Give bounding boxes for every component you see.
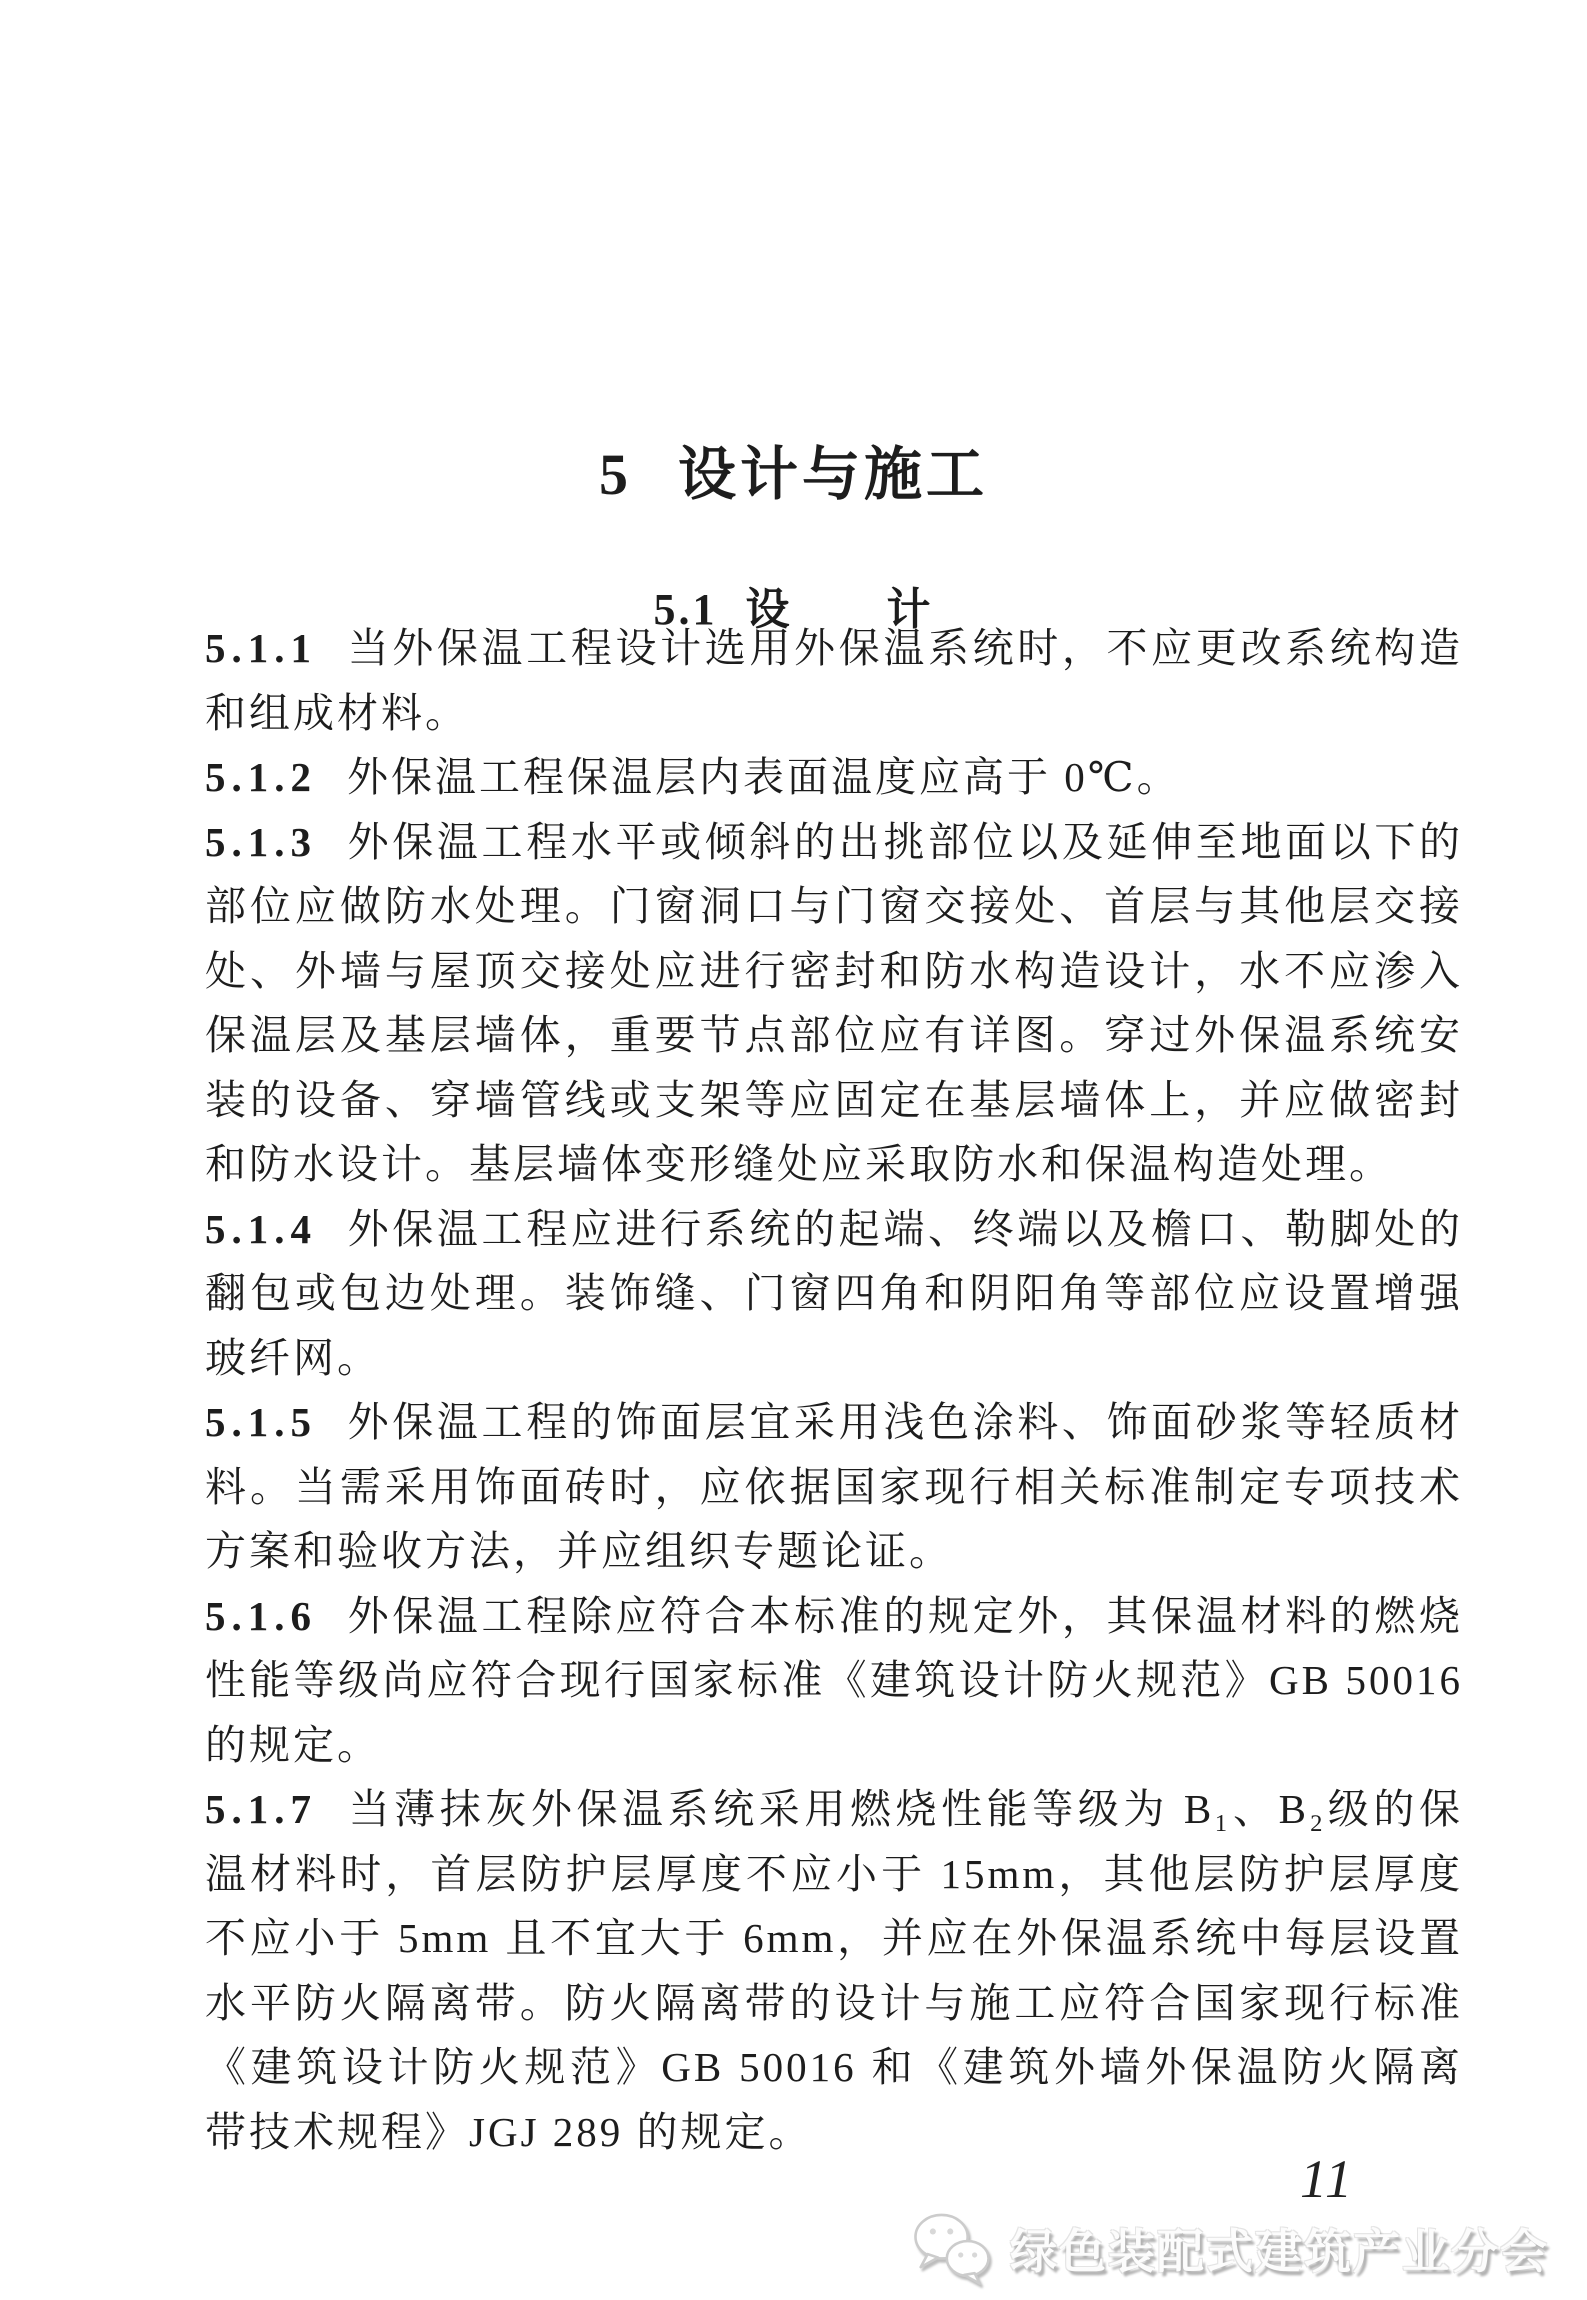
clause-number: 5.1.7 [205,1786,317,1832]
watermark-text: 绿色装配式建筑产业分会 [1010,2224,1549,2278]
page-number: 11 [1300,2149,1354,2209]
clause-5-1-1 [205,616,1463,745]
clause-text: 外保温工程的饰面层宜采用浅色涂料、饰面砂浆等轻质材料。当需采用饰面砖时，应依据国家现行相关标准制定专项技术方案和验收方法，并应组织专题论证。 [205,1399,1463,1574]
clause-text: 当薄抹灰外保温系统采用燃烧性能等级为 B₁、B₂级的保温材料时，首层防护层厚度不应小于 15mm，其他层防护层厚度不应小于 5mm 且不宜大于 6mm，并应在外保温系统中每层设置水平防火隔离带。防火隔离带的设计与施工应符合国家现行标准《建筑设计防火规范》GB 50016 和《建筑外墙外保温防火隔离带技术规程》JGJ 289 的规定。 [205,1786,1463,2155]
chapter-number: 5 [598,441,632,507]
clauses-container [205,616,1463,2164]
section-number: 5.1 [653,584,718,634]
clause-number: 5.1.4 [205,1205,317,1252]
chapter-title [0,427,1587,511]
clause-5-1-2 [205,745,1463,810]
watermark [908,2208,1549,2288]
clause-number: 5.1.6 [205,1592,317,1639]
clause-5-1-5 [205,1390,1463,1584]
clause-text: 外保温工程应进行系统的起端、终端以及檐口、勒脚处的翻包或包边处理。装饰缝、门窗四角和阴阳角等部位应设置增强玻纤网。 [205,1205,1463,1381]
clause-number: 5.1.1 [205,625,317,671]
clause-5-1-7 [205,1777,1463,2164]
clause-text: 外保温工程保温层内表面温度应高于 0℃。 [347,754,1181,800]
wechat-icon [908,2208,996,2288]
clause-text: 外保温工程除应符合本标准的规定外，其保温材料的燃烧性能等级尚应符合现行国家标准《建筑设计防火规范》GB 50016 的规定。 [205,1592,1463,1768]
clause-number: 5.1.5 [205,1399,317,1445]
clause-number: 5.1.3 [205,818,317,865]
section-title-text: 设 计 [745,584,934,634]
clause-number: 5.1.2 [205,754,317,800]
chapter-title-text: 设计与施工 [677,441,988,507]
clause-5-1-3 [205,810,1463,1197]
clause-text: 外保温工程水平或倾斜的出挑部位以及延伸至地面以下的部位应做防水处理。门窗洞口与门窗交接处、首层与其他层交接处、外墙与屋顶交接处应进行密封和防水构造设计，水不应渗入保温层及基层墙体，重要节点部位应有详图。穿过外保温系统安装的设备、穿墙管线或支架等应固定在基层墙体上，并应做密封和防水设计。基层墙体变形缝处应采取防水和保温构造处理。 [205,818,1463,1187]
clause-text: 当外保温工程设计选用外保温系统时，不应更改系统构造和组成材料。 [205,625,1463,736]
clause-5-1-6 [205,1584,1463,1778]
clause-5-1-4 [205,1197,1463,1391]
